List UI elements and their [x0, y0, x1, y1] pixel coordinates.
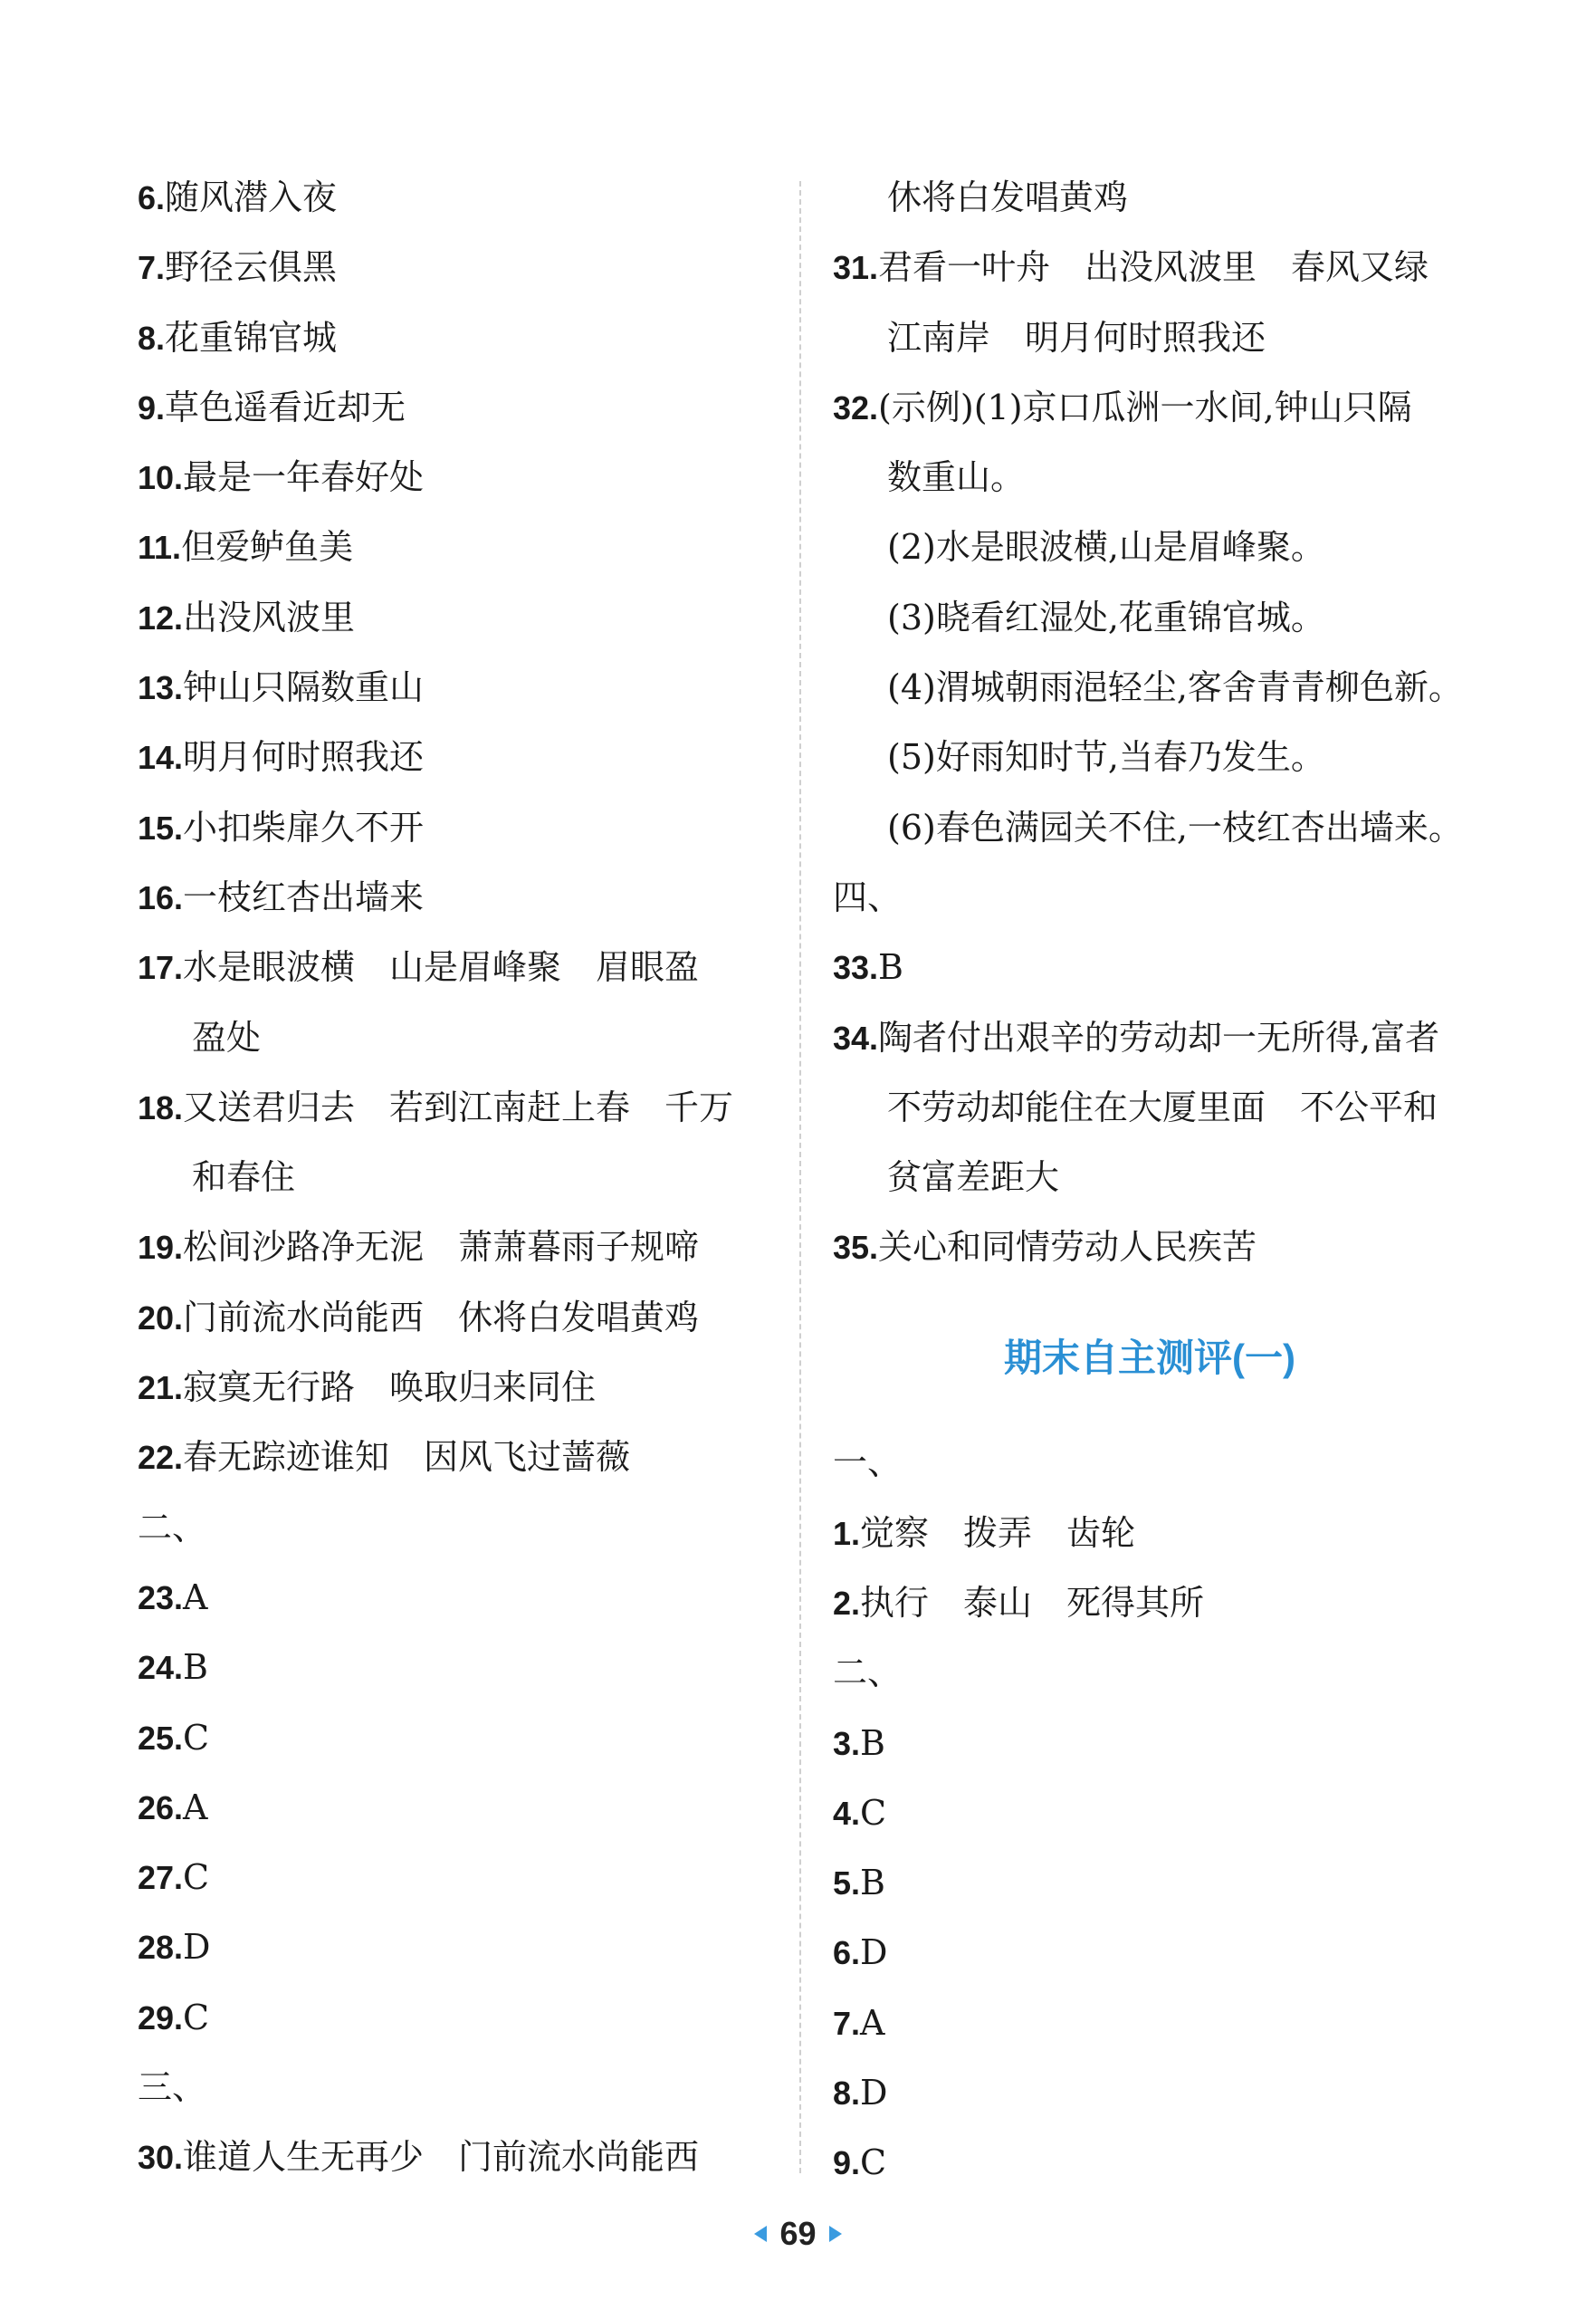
- question-number: 8.: [833, 2075, 861, 2113]
- answer-text: 一、: [833, 1442, 903, 1483]
- answer-line: [138, 1983, 771, 2053]
- answer-line: [138, 1493, 771, 1563]
- right-column-top: [833, 163, 1467, 1283]
- answer-line: [833, 303, 1467, 373]
- answer-line: [833, 723, 1467, 792]
- answer-line: [833, 233, 1467, 302]
- answer-line: [833, 373, 1467, 443]
- answer-line: [138, 373, 771, 443]
- question-number: 14.: [138, 739, 184, 777]
- answer-text: 关心和同情劳动人民疾苦: [878, 1227, 1257, 1268]
- answer-text: C: [860, 2142, 887, 2183]
- answer-line: [138, 303, 771, 373]
- answer-text: (5)好雨知时节,当春乃发生。: [887, 737, 1325, 778]
- page-number: 69: [779, 2215, 817, 2252]
- answer-text: 门前流水尚能西 休将白发唱黄鸡: [183, 1297, 700, 1337]
- answer-line: [833, 1143, 1467, 1212]
- question-number: 9.: [833, 2144, 861, 2182]
- question-number: 30.: [138, 2139, 184, 2177]
- answer-text: B: [860, 1863, 885, 1903]
- answer-line: [833, 653, 1467, 723]
- question-number: 6.: [833, 1934, 861, 1972]
- question-number: 7.: [833, 2004, 861, 2042]
- answer-text: 明月何时照我还: [183, 737, 425, 778]
- question-number: 10.: [138, 459, 184, 497]
- answer-text: 二、: [833, 1653, 903, 1693]
- answer-text: B: [860, 1722, 885, 1763]
- answer-text: 松间沙路净无泥 萧萧暮雨子规啼: [183, 1227, 700, 1268]
- answer-line: [138, 793, 771, 863]
- question-number: 21.: [138, 1369, 184, 1407]
- question-number: 1.: [833, 1514, 861, 1552]
- question-number: 3.: [833, 1724, 861, 1762]
- answer-text: 觉察 拨弄 齿轮: [860, 1512, 1136, 1553]
- answer-line: [138, 933, 771, 1002]
- answer-text: B: [878, 947, 903, 988]
- answer-text: 执行 泰山 死得其所: [860, 1582, 1205, 1623]
- prev-arrow-icon: [754, 2226, 767, 2242]
- left-column: [138, 163, 771, 2193]
- answer-text: (3)晓看红湿处,花重锦官城。: [887, 597, 1325, 637]
- answer-text: A: [860, 2002, 885, 2043]
- question-number: 24.: [138, 1649, 184, 1687]
- answer-text: 四、: [833, 877, 903, 917]
- answer-text: (6)春色满园关不住,一枝红杏出墙来。: [887, 807, 1463, 848]
- answer-text: 贫富差距大: [887, 1157, 1060, 1198]
- answer-text: 水是眼波横 山是眉峰聚 眉眼盈: [183, 947, 700, 988]
- question-number: 20.: [138, 1298, 184, 1337]
- answer-line: [138, 2053, 771, 2123]
- question-number: 31.: [833, 249, 879, 287]
- answer-text: 寂寞无行路 唤取归来同住: [183, 1367, 597, 1408]
- answer-text: 最是一年春好处: [183, 457, 425, 498]
- right-column-bottom: [833, 1428, 1467, 2198]
- section-title: 期末自主测评(一): [1004, 1336, 1295, 1379]
- question-number: 32.: [833, 388, 879, 426]
- question-number: 9.: [138, 388, 166, 426]
- answer-text: 休将白发唱黄鸡: [887, 177, 1129, 217]
- answer-line: [833, 1778, 1467, 1848]
- answer-line: [138, 583, 771, 653]
- question-number: 19.: [138, 1229, 184, 1267]
- answer-line: [833, 863, 1467, 933]
- answer-line: [833, 1499, 1467, 1568]
- question-number: 12.: [138, 599, 184, 637]
- question-number: 15.: [138, 809, 184, 847]
- answer-text: D: [183, 1927, 211, 1968]
- answer-line: [138, 1423, 771, 1492]
- answer-text: 一枝红杏出墙来: [183, 877, 425, 917]
- answer-line: [833, 1848, 1467, 1918]
- answer-text: 三、: [138, 2067, 207, 2108]
- answer-text: 又送君归去 若到江南赶上春 千万: [183, 1087, 734, 1127]
- answer-line: [138, 1073, 771, 1143]
- answer-text: 随风潜入夜: [165, 177, 338, 217]
- answer-text: C: [183, 1997, 210, 2037]
- answer-line: [833, 1568, 1467, 1638]
- answer-line: [833, 933, 1467, 1002]
- answer-text: 草色遥看近却无: [165, 387, 406, 427]
- answer-line: [138, 1773, 771, 1843]
- question-number: 23.: [138, 1578, 184, 1616]
- answer-text: 不劳动却能住在大厦里面 不公平和: [887, 1087, 1438, 1127]
- answer-line: [138, 653, 771, 723]
- answer-line: [138, 233, 771, 302]
- answer-line: [138, 1283, 771, 1353]
- question-number: 29.: [138, 1998, 184, 2036]
- answer-line: [138, 1633, 771, 1702]
- answer-line: [833, 793, 1467, 863]
- answer-text: 江南岸 明月何时照我还: [887, 317, 1266, 358]
- page-footer: [0, 2211, 1596, 2257]
- answer-text: 和春住: [192, 1157, 296, 1198]
- answer-text: C: [183, 1717, 210, 1758]
- answer-line: [833, 513, 1467, 582]
- answer-line: [138, 1703, 771, 1773]
- question-number: 26.: [138, 1788, 184, 1826]
- answer-text: (2)水是眼波横,山是眉峰聚。: [887, 527, 1325, 568]
- answer-line: [138, 863, 771, 933]
- question-number: 8.: [138, 319, 166, 357]
- answer-text: 陶者付出艰辛的劳动却一无所得,富者: [878, 1017, 1440, 1058]
- question-number: 16.: [138, 878, 184, 916]
- answer-text: 盈处: [192, 1017, 262, 1058]
- answer-line: [833, 1003, 1467, 1073]
- answer-text: 出没风波里: [183, 597, 356, 637]
- answer-text: 数重山。: [887, 457, 1026, 498]
- answer-line: [833, 1988, 1467, 2058]
- answer-text: 谁道人生无再少 门前流水尚能西: [183, 2137, 700, 2178]
- answer-line: [138, 443, 771, 513]
- question-number: 2.: [833, 1584, 861, 1622]
- answer-text: B: [183, 1647, 208, 1688]
- answer-line: [138, 1843, 771, 1912]
- question-number: 13.: [138, 669, 184, 707]
- answer-line: [138, 1563, 771, 1633]
- answer-text: 春无踪迹谁知 因风飞过蔷薇: [183, 1437, 631, 1478]
- answer-line: [138, 1912, 771, 1982]
- question-number: 4.: [833, 1794, 861, 1832]
- answer-text: (示例)(1)京口瓜洲一水间,钟山只隔: [878, 387, 1412, 427]
- next-arrow-icon: [829, 2226, 842, 2242]
- question-number: 25.: [138, 1719, 184, 1757]
- answer-line: [138, 1143, 771, 1212]
- question-number: 33.: [833, 949, 879, 987]
- answer-text: (4)渭城朝雨浥轻尘,客舍青青柳色新。: [887, 667, 1463, 708]
- answer-line: [833, 1709, 1467, 1778]
- answer-text: 但爱鲈鱼美: [181, 527, 354, 568]
- question-number: 5.: [833, 1864, 861, 1902]
- question-number: 7.: [138, 249, 166, 287]
- answer-line: [138, 1003, 771, 1073]
- question-number: 27.: [138, 1859, 184, 1897]
- question-number: 22.: [138, 1439, 184, 1477]
- answer-line: [833, 1638, 1467, 1708]
- answer-line: [138, 1353, 771, 1423]
- answer-text: D: [860, 1932, 888, 1973]
- answer-line: [833, 1212, 1467, 1282]
- answer-line: [833, 1918, 1467, 1988]
- answer-line: [833, 163, 1467, 233]
- answer-text: D: [860, 2073, 888, 2113]
- answer-line: [138, 723, 771, 792]
- answer-line: [138, 2123, 771, 2192]
- question-number: 28.: [138, 1929, 184, 1967]
- answer-line: [833, 1073, 1467, 1143]
- answer-line: [833, 2128, 1467, 2198]
- answer-line: [138, 163, 771, 233]
- answer-line: [833, 583, 1467, 653]
- answer-line: [833, 2058, 1467, 2128]
- answer-line: [833, 443, 1467, 513]
- answer-text: 小扣柴扉久不开: [183, 807, 425, 848]
- right-column: [833, 163, 1467, 2199]
- answer-text: 钟山只隔数重山: [183, 667, 425, 708]
- answer-line: [138, 513, 771, 582]
- answer-text: 君看一叶舟 出没风波里 春风又绿: [878, 247, 1429, 288]
- answer-line: [138, 1212, 771, 1282]
- column-divider: [799, 181, 801, 2173]
- question-number: 35.: [833, 1229, 879, 1267]
- question-number: 11.: [138, 529, 182, 567]
- answer-text: 二、: [138, 1507, 207, 1548]
- answer-text: 花重锦官城: [165, 317, 338, 358]
- answer-text: C: [183, 1857, 210, 1898]
- answer-text: C: [860, 1792, 887, 1833]
- question-number: 18.: [138, 1088, 184, 1126]
- question-number: 34.: [833, 1019, 879, 1057]
- answer-text: A: [183, 1787, 208, 1827]
- question-number: 17.: [138, 949, 184, 987]
- answer-text: A: [183, 1576, 208, 1617]
- answer-text: 野径云俱黑: [165, 247, 338, 288]
- question-number: 6.: [138, 179, 166, 216]
- answer-line: [833, 1428, 1467, 1498]
